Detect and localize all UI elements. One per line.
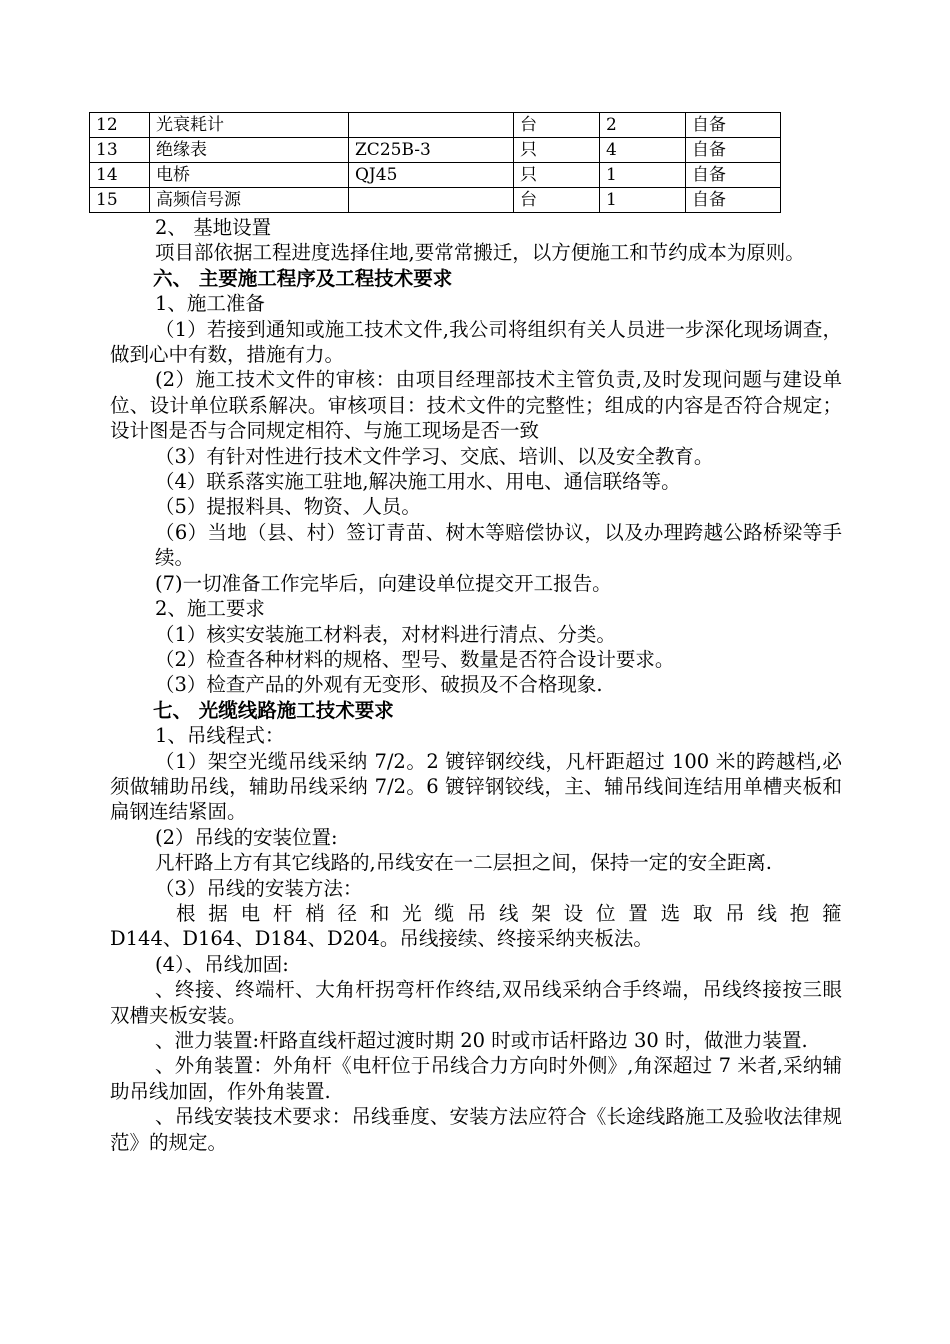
cell-model	[349, 113, 514, 138]
section-heading-6: 六、 主要施工程序及工程技术要求	[153, 266, 453, 290]
paragraph-prep-1: （1）若接到通知或施工技术文件,我公司将组织有关人员进一步深化现场调查，做到心中有数，措施有力。	[110, 317, 842, 367]
subheading-wire-type: 1、吊线程式：	[155, 724, 285, 748]
cell-note: 自备	[686, 188, 781, 213]
subheading-base-setup: 2、 基地设置	[155, 216, 272, 239]
cell-note: 自备	[686, 138, 781, 163]
paragraph-prep-5: （5）提报料具、物资、人员。	[155, 495, 421, 519]
cell-qty: 2	[600, 113, 686, 138]
cell-name: 绝缘表	[150, 138, 349, 163]
paragraph-prep-6: （6）当地（县、村）签订青苗、树木等赔偿协议，以及办理跨越公路桥梁等手续。	[155, 520, 842, 570]
paragraph-req-1: （1）核实安装施工材料表，对材料进行清点、分类。	[155, 622, 616, 646]
cell-no: 14	[90, 163, 150, 188]
paragraph-wire-method-line2: D144、D164、D184、D204。吊线接续、终接采纳夹板法。	[110, 927, 653, 951]
paragraph-prep-7: (7)一切准备工作完毕后，向建设单位提交开工报告。	[155, 571, 612, 595]
paragraph-prep-4: （4）联系落实施工驻地,解决施工用水、用电、通信联络等。	[155, 470, 681, 494]
paragraph-req-3: （3）检查产品的外观有无变形、破损及不合格现象.	[155, 673, 603, 697]
paragraph-wire-1: （1）架空光缆吊线采纳 7/2。2 镀锌钢绞线，凡杆距超过 100 米的跨越档,必须做辅助吊线，辅助吊线采纳 7/2。6 镀锌钢铰线，主、辅吊线间连结用单槽夹板和扁钢连结紧固。	[110, 749, 842, 824]
cell-name: 高频信号源	[150, 188, 349, 213]
equipment-table	[89, 112, 781, 213]
cell-qty: 1	[600, 163, 686, 188]
cell-unit: 台	[514, 188, 600, 213]
cell-model: ZC25B-3	[349, 138, 514, 163]
cell-unit: 只	[514, 163, 600, 188]
cell-no: 15	[90, 188, 150, 213]
cell-name: 光衰耗计	[150, 113, 349, 138]
subheading-construction-req: 2、施工要求	[155, 597, 265, 621]
cell-model: QJ45	[349, 163, 514, 188]
table-row	[90, 163, 781, 188]
cell-no: 12	[90, 113, 150, 138]
cell-note: 自备	[686, 163, 781, 188]
subheading-wire-method: （3）吊线的安装方法：	[155, 876, 363, 900]
cell-no: 13	[90, 138, 150, 163]
paragraph-prep-3: （3）有针对性进行技术文件学习、交底、培训、以及安全教育。	[155, 444, 714, 468]
cell-unit: 只	[514, 138, 600, 163]
table-row	[90, 113, 781, 138]
paragraph-wire-reinforce-d: 、吊线安装技术要求：吊线垂度、安装方法应符合《长途线路施工及验收法律规范》的规定。	[110, 1105, 842, 1154]
paragraph-wire-reinforce-a: 、终接、终端杆、大角杆拐弯杆作终结,双吊线采纳合手终端，吊线终接按三眼双槽夹板安装。	[110, 978, 842, 1027]
paragraph-wire-reinforce-c: 、外角装置：外角杆《电杆位于吊线合力方向时外侧》,角深超过 7 米者,采纳辅助吊线加固，作外角装置.	[110, 1054, 842, 1103]
paragraph-wire-method-line1: 根据电杆梢径和光缆吊线架设位置选取吊线抱箍	[176, 901, 842, 925]
table-row	[90, 188, 781, 213]
paragraph-wire-position: 凡杆路上方有其它线路的,吊线安在一二层担之间，保持一定的安全距离.	[155, 851, 772, 875]
document-body	[110, 215, 842, 1155]
subheading-construction-prep: 1、施工准备	[155, 292, 265, 316]
cell-qty: 1	[600, 188, 686, 213]
paragraph-wire-reinforce-b: 、泄力装置:杆路直线杆超过渡时期 20 时或市话杆路边 30 时，做泄力装置.	[155, 1029, 808, 1052]
cell-unit: 台	[514, 113, 600, 138]
table-row	[90, 138, 781, 163]
cell-qty: 4	[600, 138, 686, 163]
subheading-wire-position: (2）吊线的安装位置:	[155, 825, 338, 849]
paragraph-req-2: （2）检查各种材料的规格、型号、数量是否符合设计要求。	[155, 647, 675, 671]
paragraph-prep-2: (2）施工技术文件的审核：由项目经理部技术主管负责,及时发现问题与建设单位、设计单位联系解决。审核项目：技术文件的完整性；组成的内容是否符合规定；设计图是否与合同规定相符、与施工现场是否一致	[110, 368, 842, 443]
paragraph-base-setup: 项目部依据工程进度选择住地,要常常搬迁，以方便施工和节约成本为原则。	[155, 241, 805, 265]
cell-model	[349, 188, 514, 213]
cell-name: 电桥	[150, 163, 349, 188]
section-heading-7: 七、 光缆线路施工技术要求	[153, 698, 394, 722]
cell-note: 自备	[686, 113, 781, 138]
subheading-wire-reinforce: (4）、吊线加固:	[155, 952, 289, 976]
